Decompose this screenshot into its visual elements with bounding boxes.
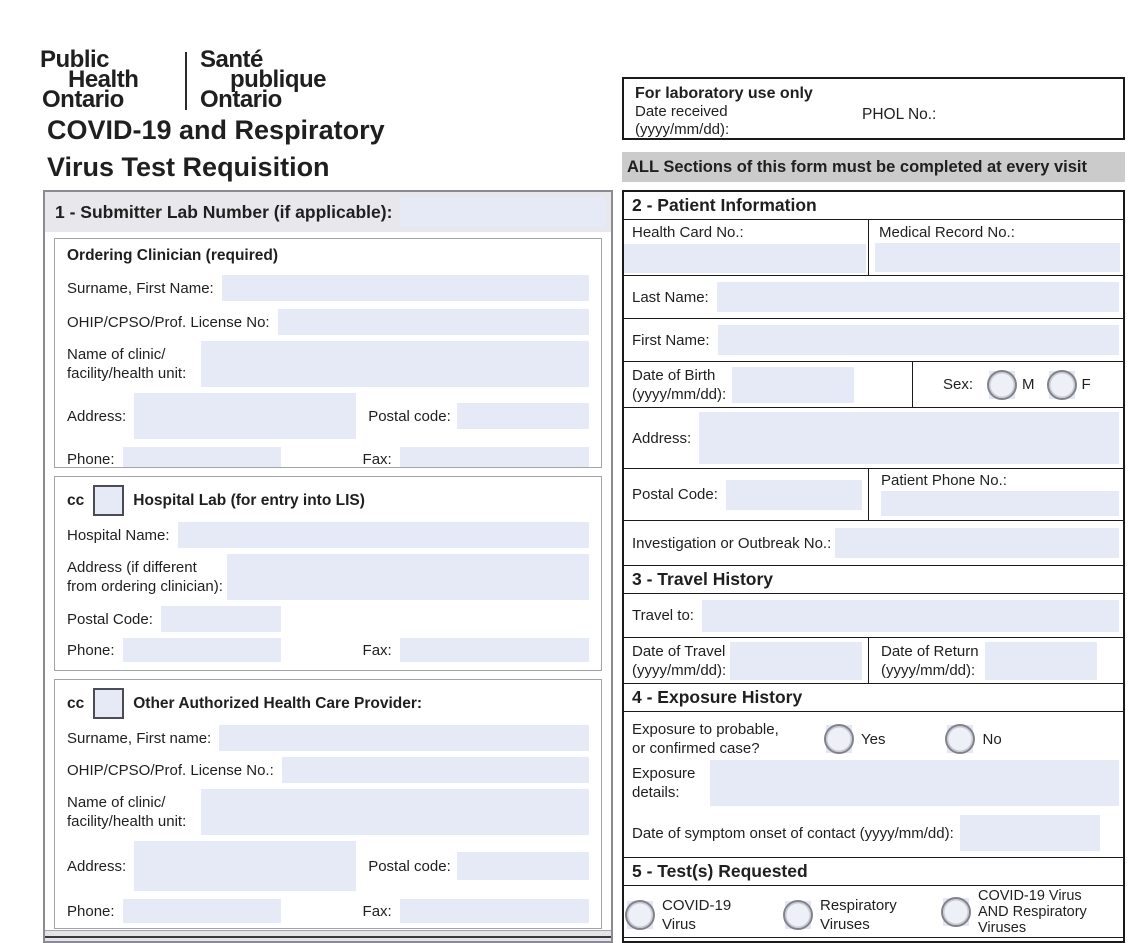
test-option-respiratory <box>785 896 897 934</box>
ordering-clinic-label: Name of clinic/ facility/health unit: <box>67 346 187 382</box>
hospital-name-field[interactable] <box>178 522 589 548</box>
postal-phone-row <box>624 468 1123 520</box>
other-postal-field[interactable] <box>457 852 589 880</box>
ordering-clinician-heading: Ordering Clinician (required) <box>67 247 278 264</box>
last-name-label: Last Name: <box>632 288 709 306</box>
medical-record-field[interactable] <box>875 243 1120 272</box>
date-of-travel-field[interactable] <box>730 642 862 680</box>
health-card-cell <box>624 220 868 275</box>
logo-text-sante: Santé <box>200 46 263 73</box>
section-5-heading: 5 - Test(s) Requested <box>632 861 808 881</box>
date-of-return-cell <box>868 638 1123 683</box>
ordering-address-field[interactable] <box>134 393 356 439</box>
date-of-return-field[interactable] <box>985 642 1097 680</box>
investigation-label: Investigation or Outbreak No.: <box>632 534 832 552</box>
ordering-fax-field[interactable] <box>400 447 589 468</box>
form-title <box>47 112 385 186</box>
ordering-license-field[interactable] <box>278 309 589 335</box>
exposure-details-label: Exposure details: <box>632 765 696 801</box>
patient-phone-field[interactable] <box>881 491 1119 516</box>
logo-text-health: Health <box>68 66 139 93</box>
dob-label: Date of Birth (yyyy/mm/dd): <box>632 366 727 403</box>
section-3-header <box>624 565 1123 593</box>
sex-female-radio[interactable] <box>1049 371 1075 399</box>
last-name-row <box>624 275 1123 318</box>
exposure-no-label: No <box>982 730 1002 748</box>
first-name-row <box>624 318 1123 361</box>
logo-text-publique: publique <box>230 66 326 93</box>
section-2-heading: 2 - Patient Information <box>632 195 817 215</box>
exposure-yes-radio[interactable] <box>826 725 852 753</box>
test-covid-label: COVID-19 Virus <box>662 897 732 933</box>
sex-label: Sex: <box>943 376 974 393</box>
form-title-line2: Virus Test Requisition <box>47 152 330 182</box>
test-option-covid <box>627 896 731 934</box>
hospital-lab-box <box>54 476 602 671</box>
next-section-stub <box>45 930 611 941</box>
exposure-yes-label: Yes <box>861 730 886 748</box>
patient-address-field[interactable] <box>699 412 1119 464</box>
sex-male-label: M <box>1022 376 1035 393</box>
date-of-travel-cell <box>624 638 868 683</box>
section-4-header <box>624 683 1123 711</box>
travel-dates-row <box>624 637 1123 683</box>
investigation-field[interactable] <box>835 528 1119 558</box>
ordering-postal-label: Postal code: <box>368 407 451 425</box>
other-phone-label: Phone: <box>67 902 115 920</box>
section-4-heading: 4 - Exposure History <box>632 687 803 707</box>
health-card-field[interactable] <box>624 244 866 273</box>
ordering-phone-field[interactable] <box>123 447 281 468</box>
other-fax-field[interactable] <box>400 899 589 923</box>
phol-no-label: PHOL No.: <box>862 106 937 123</box>
other-clinic-field[interactable] <box>201 789 589 835</box>
patient-postal-label: Postal Code: <box>632 486 718 503</box>
hospital-postal-label: Postal Code: <box>67 610 153 628</box>
other-phone-field[interactable] <box>123 899 281 923</box>
ordering-postal-field[interactable] <box>457 403 589 429</box>
test-option-both <box>943 888 1087 936</box>
ordering-clinic-field[interactable] <box>201 341 589 387</box>
hospital-lab-heading: Hospital Lab (for entry into LIS) <box>133 491 365 509</box>
exposure-question-label: Exposure to probable, or confirmed case? <box>632 721 779 757</box>
ordering-phone-label: Phone: <box>67 450 115 468</box>
tests-requested-row <box>624 885 1123 937</box>
other-cc-label: cc <box>67 694 85 712</box>
hospital-phone-field[interactable] <box>123 638 281 662</box>
hospital-address-field[interactable] <box>227 554 589 600</box>
other-postal-label: Postal code: <box>368 857 451 875</box>
logo-text-ontario-fr: Ontario <box>200 86 282 113</box>
hospital-phone-label: Phone: <box>67 641 115 659</box>
other-license-field[interactable] <box>282 757 589 783</box>
patient-phone-cell <box>868 469 1123 520</box>
patient-address-row <box>624 407 1123 468</box>
other-cc-checkbox[interactable] <box>93 688 124 719</box>
section-1-header <box>45 192 611 232</box>
date-received-format: (yyyy/mm/dd): <box>635 121 730 138</box>
all-sections-banner: ALL Sections of this form must be completed at every visit <box>622 152 1125 182</box>
other-provider-box <box>54 679 602 929</box>
exposure-row <box>624 711 1123 857</box>
date-of-return-label: Date of Return (yyyy/mm/dd): <box>881 642 979 679</box>
dob-field[interactable] <box>732 367 854 403</box>
exposure-details-field[interactable] <box>710 760 1119 806</box>
form-title-line1: COVID-19 and Respiratory <box>47 115 385 145</box>
exposure-no-radio[interactable] <box>947 725 973 753</box>
ordering-address-label: Address: <box>67 407 127 425</box>
ordering-clinician-box <box>54 238 602 468</box>
logo-text-ontario-en: Ontario <box>42 86 124 113</box>
hospital-fax-label: Fax: <box>362 641 392 659</box>
ordering-surname-field[interactable] <box>222 275 589 301</box>
ordering-surname-label: Surname, First Name: <box>67 279 214 297</box>
hospital-name-label: Hospital Name: <box>67 526 170 544</box>
symptom-onset-label: Date of symptom onset of contact (yyyy/mm/dd): <box>632 824 954 842</box>
first-name-label: First Name: <box>632 331 710 349</box>
investigation-row <box>624 520 1123 565</box>
other-surname-label: Surname, First name: <box>67 729 212 747</box>
ordering-license-label: OHIP/CPSO/Prof. License No: <box>67 313 270 331</box>
lab-use-heading: For laboratory use only <box>635 85 813 102</box>
logo-text-public: Public <box>40 46 110 73</box>
other-address-label: Address: <box>67 857 127 875</box>
patient-address-label: Address: <box>632 429 692 447</box>
travel-to-field[interactable] <box>702 600 1119 632</box>
other-provider-heading: Other Authorized Health Care Provider: <box>133 694 423 712</box>
section-1-submitter <box>43 190 613 943</box>
lab-use-box <box>622 77 1125 140</box>
hospital-fax-field[interactable] <box>400 638 589 662</box>
submitter-lab-number-field[interactable] <box>400 197 606 227</box>
other-clinic-label: Name of clinic/ facility/health unit: <box>67 794 187 830</box>
section-2-header <box>624 192 1123 219</box>
sex-cell <box>912 362 1123 407</box>
patient-info-column <box>622 190 1125 943</box>
test-covid-radio[interactable] <box>627 901 653 929</box>
other-address-field[interactable] <box>134 841 356 891</box>
test-both-label: COVID-19 Virus AND Respiratory Viruses <box>978 888 1087 936</box>
hospital-cc-label: cc <box>67 491 85 509</box>
dob-cell <box>624 362 912 407</box>
sex-male-radio[interactable] <box>989 371 1015 399</box>
logo-divider <box>185 52 187 110</box>
other-license-label: OHIP/CPSO/Prof. License No.: <box>67 761 274 779</box>
date-received-label: Date received <box>635 103 728 120</box>
travel-to-row <box>624 593 1123 637</box>
health-card-label: Health Card No.: <box>632 224 744 241</box>
hospital-postal-field[interactable] <box>161 606 281 632</box>
sex-female-label: F <box>1081 376 1091 393</box>
first-name-field[interactable] <box>718 325 1119 355</box>
patient-phone-label: Patient Phone No.: <box>881 472 1007 489</box>
last-name-field[interactable] <box>717 282 1119 312</box>
medical-record-cell <box>868 220 1123 275</box>
hospital-address-label: Address (if different from ordering clinician): <box>67 559 223 595</box>
travel-to-label: Travel to: <box>632 607 694 624</box>
other-surname-field[interactable] <box>219 725 589 751</box>
dob-sex-row <box>624 361 1123 407</box>
health-card-row <box>624 219 1123 275</box>
section-1-heading: 1 - Submitter Lab Number (if applicable): <box>55 201 393 222</box>
medical-record-label: Medical Record No.: <box>879 224 1015 241</box>
other-fax-label: Fax: <box>362 902 392 920</box>
symptom-onset-field[interactable] <box>960 815 1100 851</box>
hospital-cc-checkbox[interactable] <box>93 485 124 516</box>
next-row-stub <box>624 937 1123 943</box>
section-3-heading: 3 - Travel History <box>632 569 774 589</box>
test-both-radio[interactable] <box>943 898 969 926</box>
date-of-travel-label: Date of Travel (yyyy/mm/dd): <box>632 642 727 679</box>
patient-postal-cell <box>624 469 868 520</box>
test-respiratory-label: Respiratory Viruses <box>820 897 897 933</box>
patient-postal-field[interactable] <box>726 480 862 510</box>
section-5-header <box>624 857 1123 885</box>
ordering-fax-label: Fax: <box>362 450 392 468</box>
test-respiratory-radio[interactable] <box>785 901 811 929</box>
